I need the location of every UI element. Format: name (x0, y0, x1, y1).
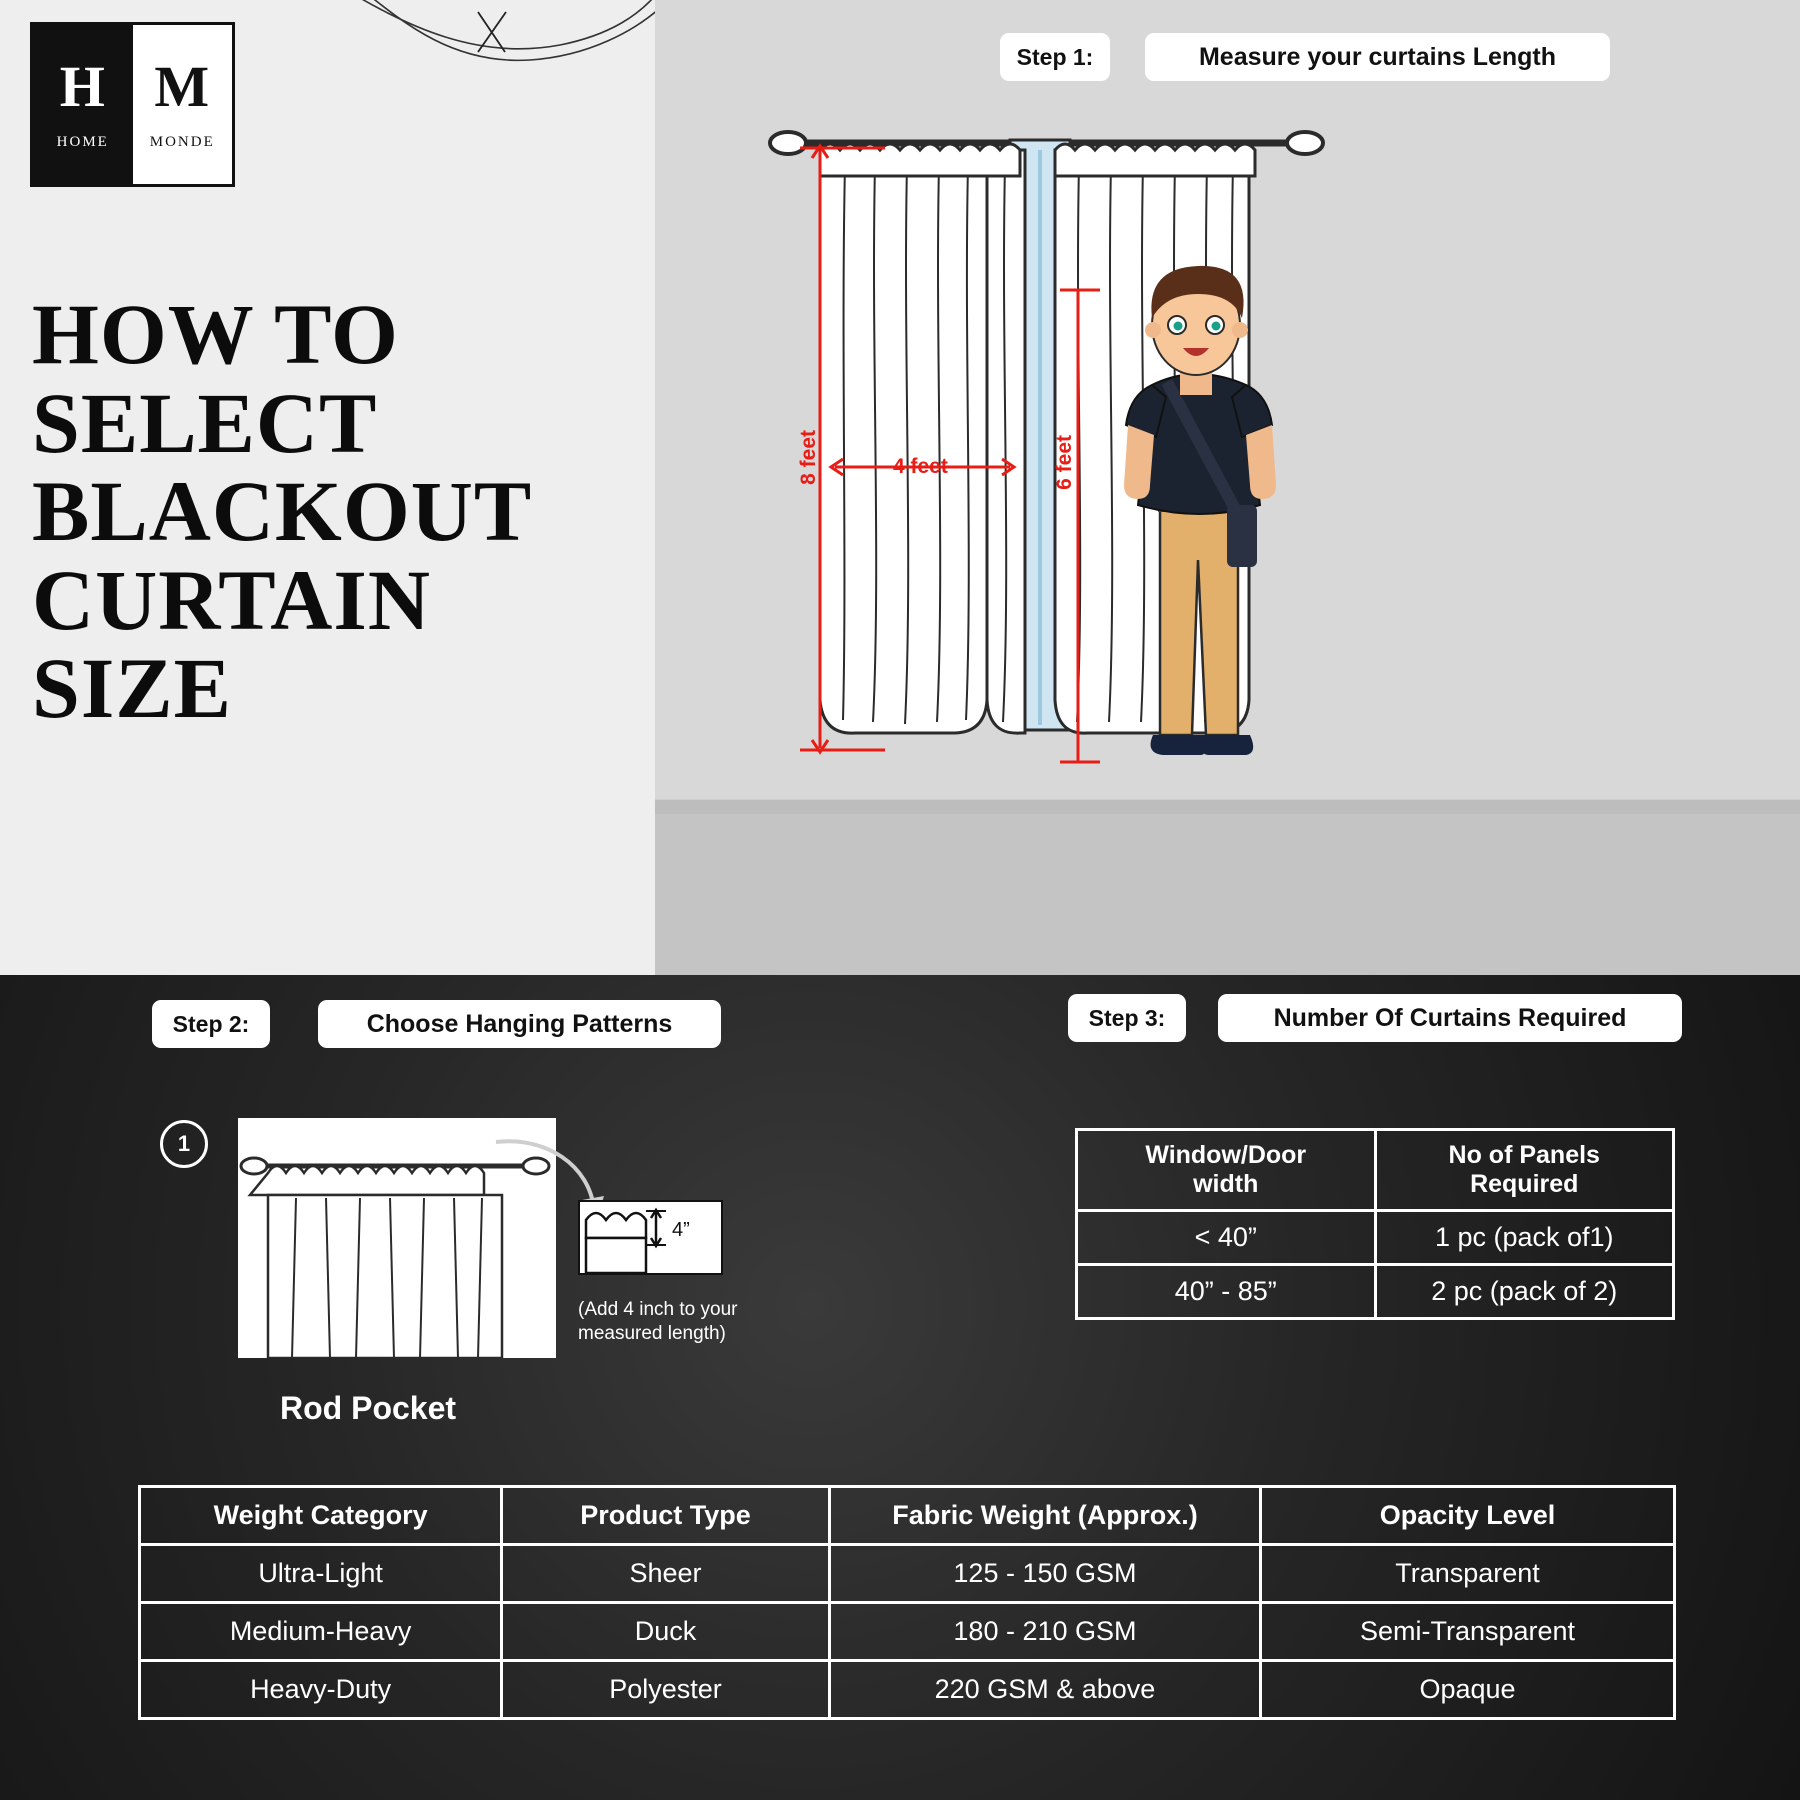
cell-weight-category-2: Medium-Heavy (140, 1603, 502, 1661)
title-line-1: HOW TO (32, 286, 399, 382)
dimension-width-label: 4 feet (893, 455, 948, 478)
header-opacity-level: Opacity Level (1261, 1487, 1675, 1545)
pattern-name-label: Rod Pocket (280, 1390, 457, 1426)
table-row (1077, 1264, 1674, 1318)
rod-pocket-note-line2: measured length) (578, 1322, 726, 1344)
table-row (140, 1603, 1675, 1661)
floor-line (655, 800, 1800, 814)
header-panels-required-l1: No of Panels (1448, 1141, 1600, 1169)
cell-fabric-weight-2: 180 - 210 GSM (829, 1603, 1260, 1661)
cell-weight-category-3: Heavy-Duty (140, 1661, 502, 1719)
step3-badge: Step 3: (1068, 994, 1186, 1042)
step1-badge: Step 1: (1000, 33, 1110, 81)
header-panels-required (1375, 1130, 1674, 1211)
curtain-scene-svg (655, 0, 1800, 975)
dimension-person-label: 6 feet (1053, 435, 1076, 490)
table-row (1077, 1210, 1674, 1264)
header-panels-required-l2: Required (1470, 1169, 1579, 1198)
cell-width-2: 40” - 85” (1077, 1264, 1376, 1318)
pattern-number-badge: 1 (160, 1120, 208, 1168)
title-line-3: BLACKOUT (32, 463, 533, 560)
logo-word-home: HOME (56, 134, 109, 150)
cell-fabric-weight-3: 220 GSM & above (829, 1661, 1260, 1719)
table-row (140, 1545, 1675, 1603)
table-header-row (1077, 1130, 1674, 1211)
cell-panels-2: 2 pc (pack of 2) (1375, 1264, 1674, 1318)
title-line-5: SIZE (32, 640, 233, 737)
header-window-width (1077, 1130, 1376, 1211)
header-fabric-weight: Fabric Weight (Approx.) (829, 1487, 1260, 1545)
cell-product-type-2: Duck (502, 1603, 830, 1661)
decorative-lines (330, 0, 660, 100)
header-window-width-l2: width (1193, 1169, 1259, 1198)
cell-width-1: < 40” (1077, 1210, 1376, 1264)
logo-right-half (133, 25, 233, 184)
step2-badge: Step 2: (152, 1000, 270, 1048)
header-weight-category: Weight Category (140, 1487, 502, 1545)
header-window-width-l1: Window/Door (1145, 1141, 1307, 1169)
header-product-type: Product Type (502, 1487, 830, 1545)
rod-pocket-note (578, 1298, 808, 1346)
panels-required-table (1075, 1128, 1675, 1320)
logo-left-half (33, 25, 133, 184)
cell-product-type-3: Polyester (502, 1661, 830, 1719)
logo-letter-h: H (59, 54, 106, 119)
cell-product-type-1: Sheer (502, 1545, 830, 1603)
page-title (32, 286, 632, 737)
fabric-weight-table (138, 1485, 1676, 1720)
cell-fabric-weight-1: 125 - 150 GSM (829, 1545, 1260, 1603)
intro-panel (0, 0, 655, 975)
step1-title: Measure your curtains Length (1145, 33, 1610, 81)
logo-word-monde: MONDE (149, 134, 215, 150)
cell-weight-category-1: Ultra-Light (140, 1545, 502, 1603)
cell-panels-1: 1 pc (pack of1) (1375, 1210, 1674, 1264)
logo-letter-m: M (154, 54, 211, 119)
table-header-row (140, 1487, 1675, 1545)
dimension-height-label: 8 feet (797, 430, 820, 485)
cell-opacity-2: Semi-Transparent (1261, 1603, 1675, 1661)
table-row (140, 1661, 1675, 1719)
cell-opacity-3: Opaque (1261, 1661, 1675, 1719)
rod-pocket-zoom-detail (578, 1200, 723, 1275)
title-line-2: SELECT (32, 374, 378, 471)
cell-opacity-1: Transparent (1261, 1545, 1675, 1603)
rod-pocket-note-line1: (Add 4 inch to your (578, 1299, 738, 1320)
step2-title: Choose Hanging Patterns (318, 1000, 721, 1048)
step3-title: Number Of Curtains Required (1218, 994, 1682, 1042)
svg-text:4”: 4” (672, 1219, 690, 1241)
step1-illustration (655, 0, 1800, 975)
brand-logo (30, 22, 235, 187)
title-line-4: CURTAIN (32, 551, 431, 648)
